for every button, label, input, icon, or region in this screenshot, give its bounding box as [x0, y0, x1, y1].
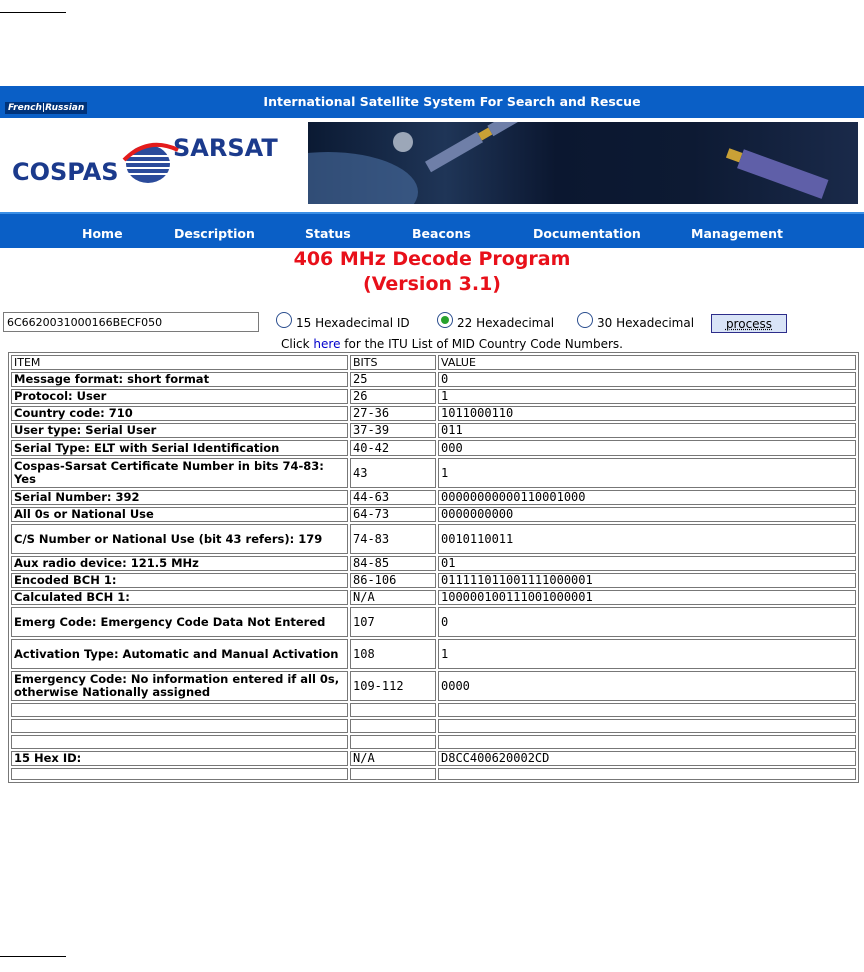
process-button[interactable] [711, 314, 787, 333]
bits-cell: 43 [350, 458, 436, 488]
value-cell [438, 703, 856, 717]
table-header-row [11, 355, 856, 370]
bits-cell: 109-112 [350, 671, 436, 701]
value-cell: 0010110011 [438, 524, 856, 554]
item-cell: Encoded BCH 1: [11, 573, 348, 588]
bits-cell: 37-39 [350, 423, 436, 438]
mid-list-link[interactable]: here [313, 337, 341, 351]
item-cell: Protocol: User [11, 389, 348, 404]
table-row [11, 389, 856, 404]
top-rule [0, 12, 66, 13]
table-row [11, 490, 856, 505]
value-cell: 0 [438, 607, 856, 637]
value-cell: 01 [438, 556, 856, 571]
hex-input[interactable] [3, 312, 259, 332]
process-button-label: process [725, 317, 773, 331]
table-row [11, 607, 856, 637]
nav-status[interactable]: Status [305, 226, 351, 241]
item-cell: All 0s or National Use [11, 507, 348, 522]
satellite-banner-image [308, 122, 858, 204]
table-row [11, 639, 856, 669]
item-cell: Serial Number: 392 [11, 490, 348, 505]
value-cell: 011111011001111000001 [438, 573, 856, 588]
table-row [11, 573, 856, 588]
value-cell: 000 [438, 440, 856, 456]
bits-cell: N/A [350, 590, 436, 605]
satellite-icon [308, 122, 858, 204]
table-row [11, 735, 856, 749]
nav-documentation[interactable]: Documentation [533, 226, 641, 241]
page-title: 406 MHz Decode Program [293, 248, 571, 270]
value-cell: 1011000110 [438, 406, 856, 421]
value-cell: 0000000000 [438, 507, 856, 522]
item-cell: Aux radio device: 121.5 MHz [11, 556, 348, 571]
radio-22-hex[interactable] [437, 312, 453, 328]
table-row [11, 671, 856, 701]
help-suffix: for the ITU List of MID Country Code Numbers. [344, 337, 623, 351]
main-nav [0, 212, 864, 248]
table-row [11, 768, 856, 780]
decode-table [8, 352, 859, 783]
page-subtitle: (Version 3.1) [363, 273, 501, 295]
bits-cell: 44-63 [350, 490, 436, 505]
item-cell [11, 768, 348, 780]
bits-cell: 27-36 [350, 406, 436, 421]
table-row [11, 751, 856, 766]
bits-cell: 108 [350, 639, 436, 669]
radio-30-hex[interactable] [577, 312, 593, 328]
header-banner [0, 86, 864, 118]
value-cell [438, 735, 856, 749]
logo-sarsat: SARSAT [173, 134, 278, 162]
bits-cell [350, 703, 436, 717]
item-cell: Country code: 710 [11, 406, 348, 421]
bits-cell: 25 [350, 372, 436, 387]
bottom-rule [0, 956, 66, 957]
value-cell [438, 719, 856, 733]
item-cell: Activation Type: Automatic and Manual Activation [11, 639, 348, 669]
bits-cell: N/A [350, 751, 436, 766]
logo-cospas: COSPAS [12, 158, 119, 186]
logo-area [0, 118, 864, 210]
help-prefix: Click [281, 337, 310, 351]
value-cell: D8CC400620002CD [438, 751, 856, 766]
item-cell: Message format: short format [11, 372, 348, 387]
item-cell: User type: Serial User [11, 423, 348, 438]
bits-cell: 84-85 [350, 556, 436, 571]
radio-30-hex-label: 30 Hexadecimal [597, 316, 695, 330]
nav-description[interactable]: Description [174, 226, 255, 241]
bits-cell [350, 719, 436, 733]
value-cell [438, 768, 856, 780]
item-cell: 15 Hex ID: [11, 751, 348, 766]
bits-cell [350, 768, 436, 780]
radio-15-hex[interactable] [276, 312, 292, 328]
table-row [11, 423, 856, 438]
radio-22-hex-label: 22 Hexadecimal [457, 316, 555, 330]
value-cell: VALUE [438, 355, 856, 370]
bits-cell: 107 [350, 607, 436, 637]
item-cell [11, 719, 348, 733]
item-cell: Emerg Code: Emergency Code Data Not Entered [11, 607, 348, 637]
item-cell: Calculated BCH 1: [11, 590, 348, 605]
value-cell: 0 [438, 372, 856, 387]
bits-cell: 86-106 [350, 573, 436, 588]
item-cell [11, 735, 348, 749]
table-row [11, 440, 856, 456]
value-cell: 1 [438, 458, 856, 488]
table-row [11, 372, 856, 387]
globe-logo-icon [120, 140, 180, 186]
item-cell: C/S Number or National Use (bit 43 refers): 179 [11, 524, 348, 554]
value-cell: 1 [438, 639, 856, 669]
table-row [11, 719, 856, 733]
value-cell: 0000 [438, 671, 856, 701]
table-row [11, 507, 856, 522]
item-cell: ITEM [11, 355, 348, 370]
item-cell [11, 703, 348, 717]
table-row [11, 524, 856, 554]
site-title: International Satellite System For Search and Rescue [263, 94, 641, 109]
value-cell: 011 [438, 423, 856, 438]
table-row [11, 556, 856, 571]
item-cell: Emergency Code: No information entered if all 0s, otherwise Nationally assigned [11, 671, 348, 701]
language-links[interactable]: French|Russian [5, 102, 87, 114]
table-row [11, 590, 856, 605]
nav-management[interactable]: Management [691, 226, 784, 241]
value-cell: 00000000000110001000 [438, 490, 856, 505]
bits-cell: 74-83 [350, 524, 436, 554]
bits-cell: 64-73 [350, 507, 436, 522]
table-row [11, 406, 856, 421]
bits-cell: 40-42 [350, 440, 436, 456]
nav-home[interactable]: Home [82, 226, 123, 241]
bits-cell: BITS [350, 355, 436, 370]
value-cell: 100000100111001000001 [438, 590, 856, 605]
item-cell: Serial Type: ELT with Serial Identification [11, 440, 348, 456]
table-row [11, 458, 856, 488]
item-cell: Cospas-Sarsat Certificate Number in bits 74-83: Yes [11, 458, 348, 488]
table-row [11, 703, 856, 717]
bits-cell: 26 [350, 389, 436, 404]
nav-beacons[interactable]: Beacons [412, 226, 471, 241]
value-cell: 1 [438, 389, 856, 404]
radio-15-hex-label: 15 Hexadecimal ID [296, 316, 410, 330]
help-line [0, 337, 864, 351]
bits-cell [350, 735, 436, 749]
